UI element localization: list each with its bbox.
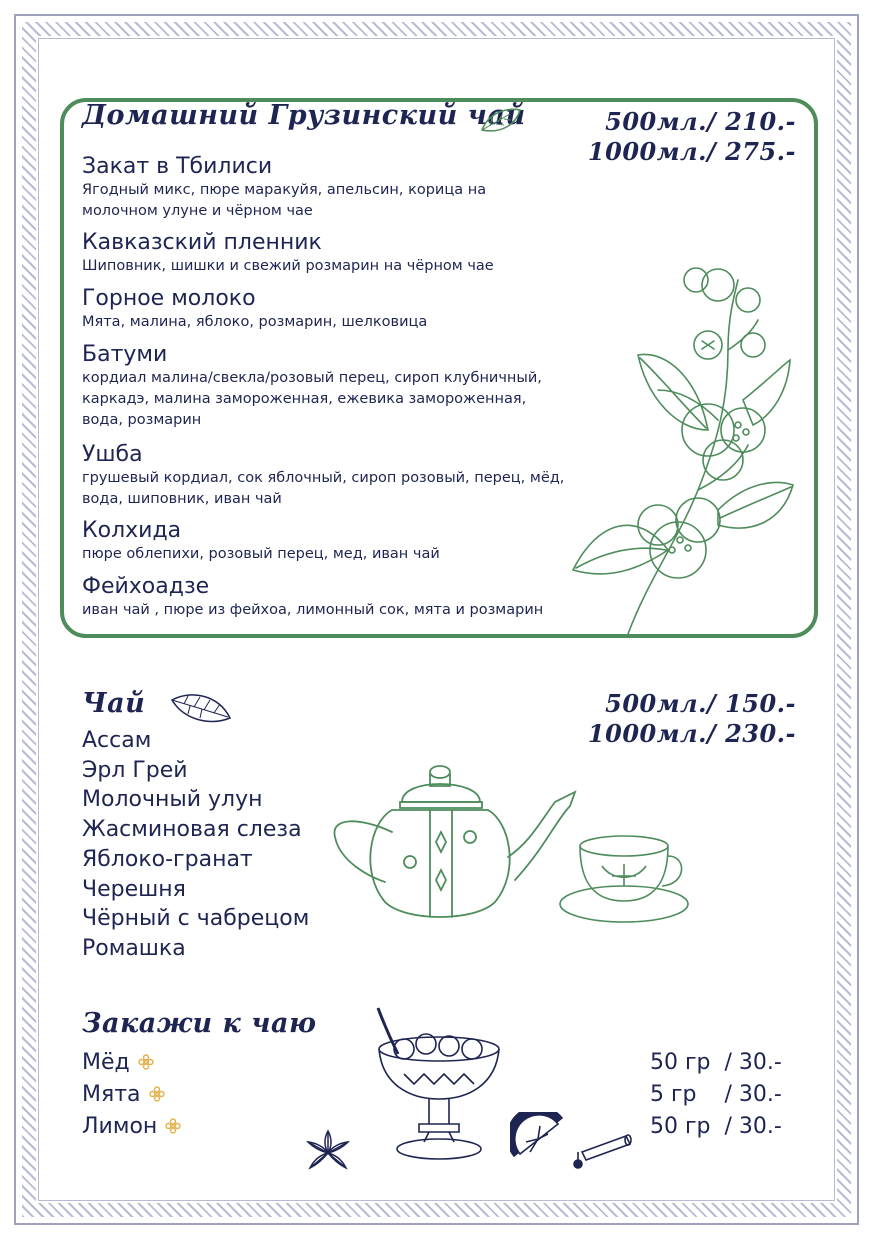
item-desc-line: молочном улуне и чёрном чае bbox=[82, 203, 313, 219]
leaf-icon bbox=[170, 690, 232, 726]
tea-title: Чай bbox=[82, 688, 146, 719]
item-desc-line: вода, розмарин bbox=[82, 412, 202, 428]
menu-item bbox=[82, 442, 622, 518]
item-name: Фейхоадзе bbox=[82, 574, 210, 599]
list-item: Ассам bbox=[82, 728, 152, 753]
item-desc-line: каркадэ, малина замороженная, ежевика замороженная, bbox=[82, 391, 527, 407]
list-item: Яблоко-гранат bbox=[82, 846, 253, 872]
item-name: Горное молоко bbox=[82, 286, 256, 311]
georgian-tea-list bbox=[82, 154, 622, 630]
list-item: Жасминовая слеза bbox=[82, 817, 302, 843]
item-desc-line: иван чай , пюре из фейхоа, лимонный сок, мята и розмарин bbox=[82, 602, 544, 618]
leaf-icon bbox=[480, 106, 522, 136]
item-desc-line: Мята, малина, яблоко, розмарин, шелковица bbox=[82, 314, 428, 330]
honey-bowl-illustration bbox=[374, 1004, 504, 1164]
cinnamon-icon bbox=[568, 1130, 634, 1170]
flower-icon bbox=[165, 1118, 181, 1134]
item-desc-line: грушевый кордиал, сок яблочный, сироп розовый, перец, мёд, bbox=[82, 470, 565, 486]
item-name: Закат в Тбилиси bbox=[82, 154, 273, 179]
item-name: Ушба bbox=[82, 442, 143, 467]
list-item: Черешня bbox=[82, 876, 186, 902]
menu-item bbox=[82, 286, 622, 342]
item-desc-line: кордиал малина/свекла/розовый перец, сироп клубничный, bbox=[82, 370, 542, 386]
georgian-price-500: 500мл./ 210.- bbox=[605, 107, 796, 136]
teacup-illustration bbox=[552, 826, 692, 926]
item-desc-line: пюре облепихи, розовый перец, мед, иван чай bbox=[82, 546, 440, 562]
addon-name: Мята bbox=[82, 1081, 141, 1107]
list-item: Эрл Грей bbox=[82, 757, 188, 783]
item-name: Колхида bbox=[82, 518, 182, 543]
lemon-slice-icon bbox=[510, 1112, 568, 1166]
star-anise-icon bbox=[300, 1128, 356, 1178]
flower-icon bbox=[149, 1086, 165, 1102]
item-desc-line: Ягодный микс, пюре маракуйя, апельсин, корица на bbox=[82, 182, 487, 198]
menu-item bbox=[82, 518, 622, 574]
addon-name: Лимон bbox=[82, 1113, 158, 1139]
list-item: Чёрный с чабрецом bbox=[82, 906, 310, 932]
item-desc-line: вода, шиповник, иван чай bbox=[82, 491, 282, 507]
menu-item bbox=[82, 574, 622, 630]
list-item: Ромашка bbox=[82, 935, 186, 961]
addon-name: Мёд bbox=[82, 1049, 130, 1075]
addon-price: 5 гр / 30.- bbox=[650, 1081, 782, 1107]
tea-price-500: 500мл./ 150.- bbox=[605, 689, 796, 718]
georgian-price-1000: 1000мл./ 275.- bbox=[587, 137, 796, 166]
item-name: Батуми bbox=[82, 342, 168, 367]
addons-title: Закажи к чаю bbox=[82, 1008, 317, 1039]
addon-price: 50 гр / 30.- bbox=[650, 1049, 782, 1075]
tea-price-1000: 1000мл./ 230.- bbox=[587, 719, 796, 748]
teapot-illustration bbox=[330, 762, 580, 932]
list-item: Молочный улун bbox=[82, 787, 263, 813]
jasmine-branch-illustration bbox=[568, 250, 798, 634]
flower-icon bbox=[138, 1054, 154, 1070]
item-desc-line: Шиповник, шишки и свежий розмарин на чёрном чае bbox=[82, 258, 494, 274]
menu-item bbox=[82, 342, 622, 442]
menu-item bbox=[82, 154, 622, 230]
item-name: Кавказский пленник bbox=[82, 230, 322, 255]
georgian-tea-title: Домашний Грузинский чай bbox=[82, 100, 526, 131]
menu-item bbox=[82, 230, 622, 286]
addon-price: 50 гр / 30.- bbox=[650, 1113, 782, 1139]
